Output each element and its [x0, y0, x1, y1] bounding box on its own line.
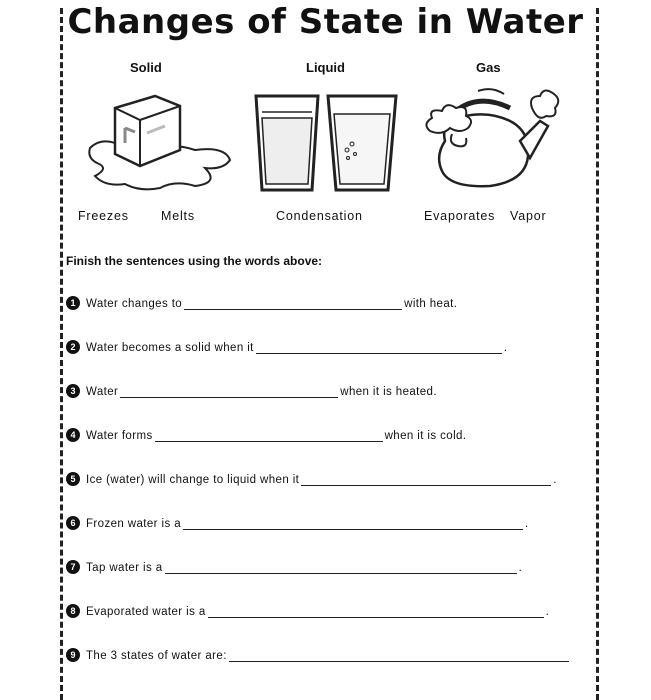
question-text-end: . — [525, 518, 529, 530]
question-text: Water becomes a solid when it — [86, 342, 254, 354]
question-9 — [66, 648, 571, 662]
left-dashed-border — [60, 8, 63, 700]
question-text-end: . — [545, 606, 550, 618]
question-number: 2 — [66, 340, 80, 354]
question-number: 5 — [66, 472, 80, 486]
question-text: The 3 states of water are: — [86, 650, 227, 662]
question-number: 6 — [66, 516, 80, 530]
worksheet-title: Changes of State in Water — [67, 2, 584, 42]
water-glasses-icon — [252, 90, 402, 195]
question-4 — [66, 428, 466, 442]
question-3 — [66, 384, 437, 398]
answer-blank[interactable] — [208, 606, 544, 618]
word-condensation: Condensation — [276, 209, 363, 223]
question-text-end: . — [518, 562, 523, 574]
answer-blank[interactable] — [120, 386, 338, 398]
question-7 — [66, 560, 522, 574]
heading-solid: Solid — [130, 60, 162, 75]
question-text: Tap water is a — [86, 562, 163, 574]
question-2 — [66, 340, 507, 354]
question-text-end: . — [553, 474, 557, 486]
right-dashed-border — [596, 8, 599, 700]
question-6 — [66, 516, 529, 530]
question-text: Frozen water is a — [86, 518, 181, 530]
question-text: Water — [86, 386, 119, 398]
instructions: Finish the sentences using the words above: — [66, 254, 323, 268]
question-text: Ice (water) will change to liquid when it — [86, 474, 300, 486]
question-text-end: when it is heated. — [340, 386, 437, 398]
question-number: 9 — [66, 648, 80, 662]
answer-blank[interactable] — [184, 298, 402, 310]
question-5 — [66, 472, 557, 486]
answer-blank[interactable] — [183, 518, 523, 530]
answer-blank[interactable] — [229, 650, 569, 662]
heading-gas: Gas — [476, 60, 501, 75]
answer-blank[interactable] — [165, 562, 517, 574]
word-melts: Melts — [161, 209, 195, 223]
steaming-kettle-icon — [420, 86, 560, 196]
answer-blank[interactable] — [301, 474, 551, 486]
question-text-end: . — [503, 342, 508, 354]
question-text-end: with heat. — [404, 298, 458, 310]
question-number: 4 — [66, 428, 80, 442]
question-8 — [66, 604, 549, 618]
question-number: 7 — [66, 560, 80, 574]
question-text: Water forms — [86, 430, 153, 442]
question-number: 1 — [66, 296, 80, 310]
heading-liquid: Liquid — [306, 60, 345, 75]
word-vapor: Vapor — [510, 209, 547, 223]
question-text: Evaporated water is a — [86, 606, 206, 618]
word-freezes: Freezes — [78, 209, 129, 223]
question-text-end: when it is cold. — [384, 430, 467, 442]
question-number: 8 — [66, 604, 80, 618]
question-text: Water changes to — [86, 298, 183, 310]
answer-blank[interactable] — [155, 430, 383, 442]
answer-blank[interactable] — [256, 342, 502, 354]
ice-cube-icon — [85, 88, 235, 193]
word-evaporates: Evaporates — [424, 209, 496, 223]
question-1 — [66, 296, 457, 310]
question-number: 3 — [66, 384, 80, 398]
